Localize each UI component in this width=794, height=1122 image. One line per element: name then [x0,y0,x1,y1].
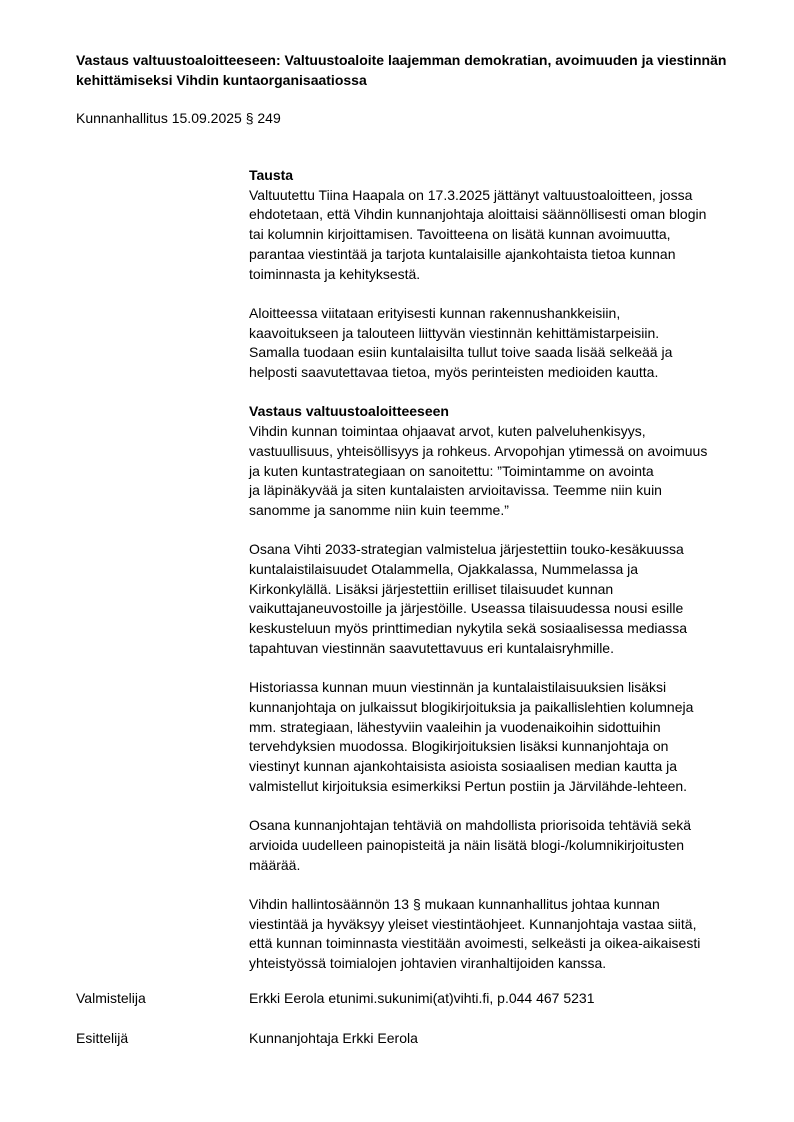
presenter-value: Kunnanjohtaja Erkki Eerola [249,1030,418,1046]
text-line: yhteistyössä toimialojen johtavien viranhaltijoiden kanssa. [249,955,607,972]
text-line: viestintää ja hyväksyy yleiset viestintäohjeet. Kunnanjohtaja vastaa siitä, [249,915,697,932]
text-line: tervehdyksien muodossa. Blogikirjoituksien lisäksi kunnanjohtaja on [249,738,669,755]
text-line: ehdotetaan, että Vihdin kunnanjohtaja aloittaisi säännöllisesti oman blogin [249,206,707,223]
section-heading: Vastaus valtuustoaloitteeseen [249,403,449,420]
text-line: kunnanjohtaja on julkaissut blogikirjoituksia ja paikallislehtien kolumneja [249,698,694,715]
text-line: ja kuten kuntastrategiaan on sanoitettu: ”Toimintamme on avointa [249,462,654,479]
text-line: sanomme ja sanomme niin kuin teemme.” [249,501,509,518]
presenter-label: Esittelijä [76,1030,129,1046]
document-body [249,166,749,993]
text-line: Vihdin kunnan toimintaa ohjaavat arvot, kuten palveluhenkisyys, [249,423,646,440]
section-paragraph [249,402,749,520]
text-line: määrää. [249,856,301,873]
document-title: Vastaus valtuustoaloitteeseen: Valtuustoaloite laajemman demokratian, avoimuuden ja viestinnän kehittämiseksi Vihdin kuntaorganisaatiossa [76,52,727,88]
preparer-label: Valmistelija [76,990,146,1006]
text-line: ja läpinäkyvää ja siten kuntalaisten arvioitavissa. Teemme niin kuin [249,482,662,499]
text-line: Valtuutettu Tiina Haapala on 17.3.2025 jättänyt valtuustoaloitteen, jossa [249,186,693,203]
section-heading: Tausta [249,167,294,183]
text-line: vastuullisuus, yhteisöllisyys ja rohkeus. Arvopohjan ytimessä on avoimuus [249,442,708,459]
text-line: Samalla tuodaan esiin kuntalaisilta tullut toive saada lisää selkeää ja [249,344,673,361]
text-line: Kirkonkylällä. Lisäksi järjestettiin erilliset tilaisuudet kunnan [249,580,614,597]
text-line: Osana kunnanjohtajan tehtäviä on mahdollista priorisoida tehtäviä sekä [249,817,692,834]
text-line: keskusteluun myös printtimedian nykytila sekä sosiaalisessa mediassa [249,620,688,637]
section-paragraph [249,304,749,383]
text-line: arvioida uudelleen painopisteitä ja näin lisätä blogi-/kolumnikirjoitusten [249,836,685,853]
section-paragraph [249,166,749,284]
text-line: toiminnasta ja kehityksestä. [249,265,421,282]
text-line: mm. strategiaan, lähestyviin vaaleihin ja vuodenaikoihin sidottuihin [249,718,661,735]
section-paragraph [249,895,749,974]
text-line: parantaa viestintää ja tarjota kuntalaisille ajankohtaista tietoa kunnan [249,245,676,262]
section-paragraph [249,540,749,658]
section-paragraph [249,816,749,875]
text-line: Aloitteessa viitataan erityisesti kunnan rakennushankkeisiin, [249,304,621,321]
section-paragraph [249,678,749,796]
text-line: kuntalaistilaisuudet Otalammella, Ojakkalassa, Nummelassa ja [249,561,639,578]
text-line: helposti saavutettavaa tietoa, myös perinteisten medioiden kautta. [249,364,659,381]
text-line: Vihdin hallintosäännön 13 § mukaan kunnanhallitus johtaa kunnan [249,895,660,912]
text-line: viestinyt kunnan ajankohtaisista asioista sosiaalisen median kautta ja [249,758,678,775]
text-line: Historiassa kunnan muun viestinnän ja kuntalaistilaisuuksien lisäksi [249,679,667,696]
text-line: tai kolumnin kirjoittamisen. Tavoitteena on lisätä kunnan avoimuutta, [249,226,671,243]
text-line: että kunnan toiminnasta viestitään avoimesti, selkeästi ja oikea-aikaisesti [249,935,701,952]
text-line: vaikuttajaneuvostoille ja järjestöille. Useassa tilaisuudessa nousi esille [249,600,684,617]
meeting-reference: Kunnanhallitus 15.09.2025 § 249 [76,110,281,126]
text-line: Osana Vihti 2033-strategian valmistelua järjestettiin touko-kesäkuussa [249,541,684,558]
text-line: valmistellut kirjoituksia esimerkiksi Pertun postiin ja Järvilähde-lehteen. [249,777,688,794]
preparer-value: Erkki Eerola etunimi.sukunimi(at)vihti.fi, p.044 467 5231 [249,990,595,1006]
text-line: kaavoitukseen ja talouteen liittyvän viestinnän kehittämistarpeisiin. [249,324,660,341]
text-line: tapahtuvan viestinnän saavutettavuus eri kuntalaisryhmille. [249,639,614,656]
